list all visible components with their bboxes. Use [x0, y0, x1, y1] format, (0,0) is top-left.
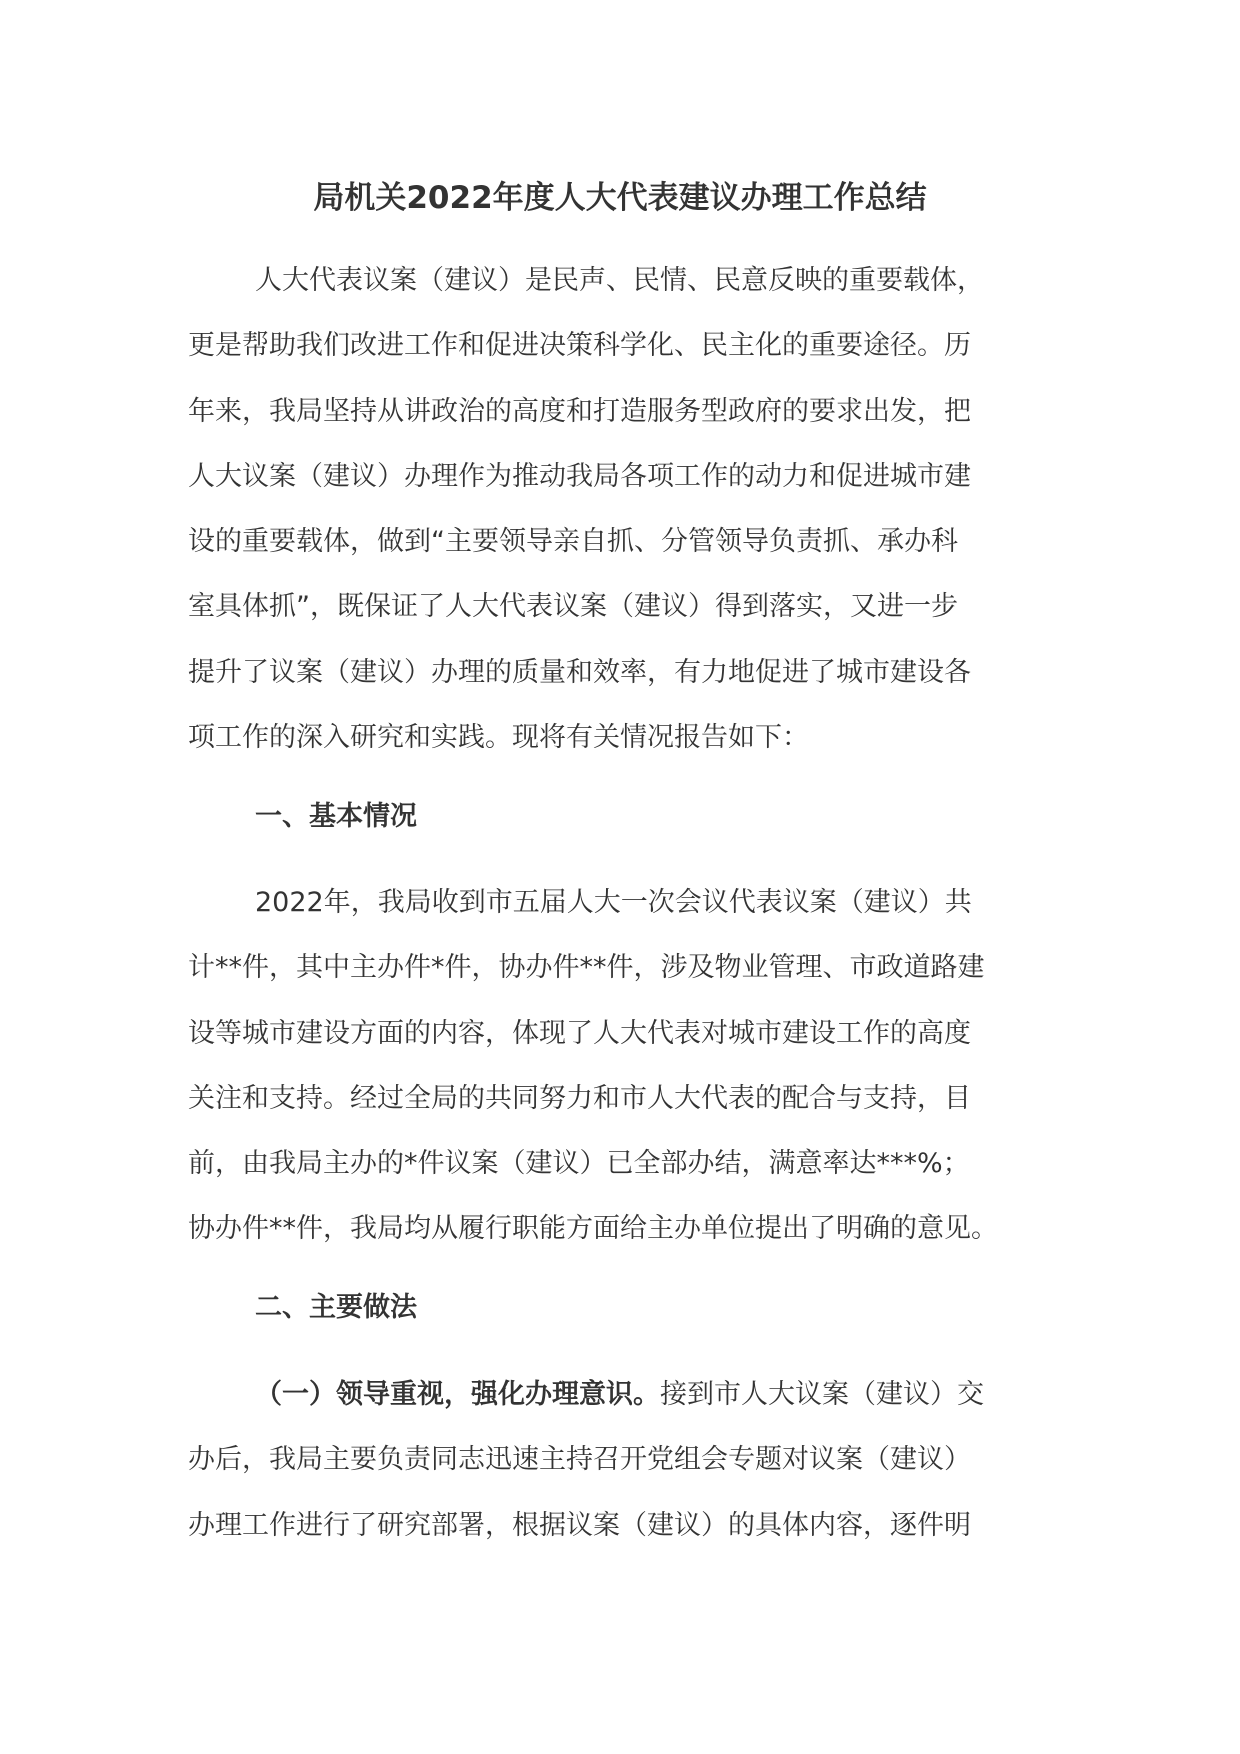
paragraph-line: 办理工作进行了研究部署，根据议案（建议）的具体内容，逐件明	[188, 1509, 971, 1541]
paragraph-line: 计**件，其中主办件*件，协办件**件，涉及物业管理、市政道路建	[188, 952, 985, 984]
paragraph-line: 前，由我局主办的*件议案（建议）已全部办结，满意率达***%；	[188, 1148, 970, 1180]
paragraph-line: 更是帮助我们改进工作和促进决策科学化、民主化的重要途径。历	[188, 330, 971, 362]
section-heading-main-practices: 二、主要做法	[255, 1292, 417, 1323]
paragraph-line: 人大议案（建议）办理作为推动我局各项工作的动力和促进城市建	[188, 460, 971, 492]
subsection-lead: （一）领导重视，强化办理意识。	[255, 1379, 660, 1410]
document-title: 局机关2022年度人大代表建议办理工作总结	[313, 180, 927, 216]
paragraph-line: 年来，我局坚持从讲政治的高度和打造服务型政府的要求出发，把	[188, 395, 971, 427]
practice-1-paragraph	[188, 1362, 1068, 1558]
paragraph-line: 人大代表议案（建议）是民声、民情、民意反映的重要载体，	[255, 265, 984, 296]
paragraph-line: 办后，我局主要负责同志迅速主持召开党组会专题对议案（建议）	[188, 1444, 971, 1476]
section-heading-basic-situation: 一、基本情况	[255, 801, 417, 832]
paragraph-line: 协办件**件，我局均从履行职能方面给主办单位提出了明确的意见。	[188, 1213, 998, 1245]
basic-situation-paragraph	[188, 870, 1068, 1262]
paragraph-line: 室具体抓”，既保证了人大代表议案（建议）得到落实，又进一步	[188, 591, 958, 623]
paragraph-line: 2022年，我局收到市五届人大一次会议代表议案（建议）共	[255, 887, 972, 918]
intro-paragraph	[188, 248, 1068, 770]
paragraph-line: 提升了议案（建议）办理的质量和效率，有力地促进了城市建设各	[188, 656, 971, 688]
paragraph-line: 项工作的深入研究和实践。现将有关情况报告如下：	[188, 722, 809, 754]
paragraph-line: 设的重要载体，做到“主要领导亲自抓、分管领导负责抓、承办科	[188, 526, 958, 558]
subsection-lead-rest: 接到市人大议案（建议）交	[660, 1379, 984, 1410]
paragraph-line: 设等城市建设方面的内容，体现了人大代表对城市建设工作的高度	[188, 1017, 971, 1049]
paragraph-line: 关注和支持。经过全局的共同努力和市人大代表的配合与支持，目	[188, 1082, 971, 1114]
paragraph-line	[188, 1362, 1068, 1427]
